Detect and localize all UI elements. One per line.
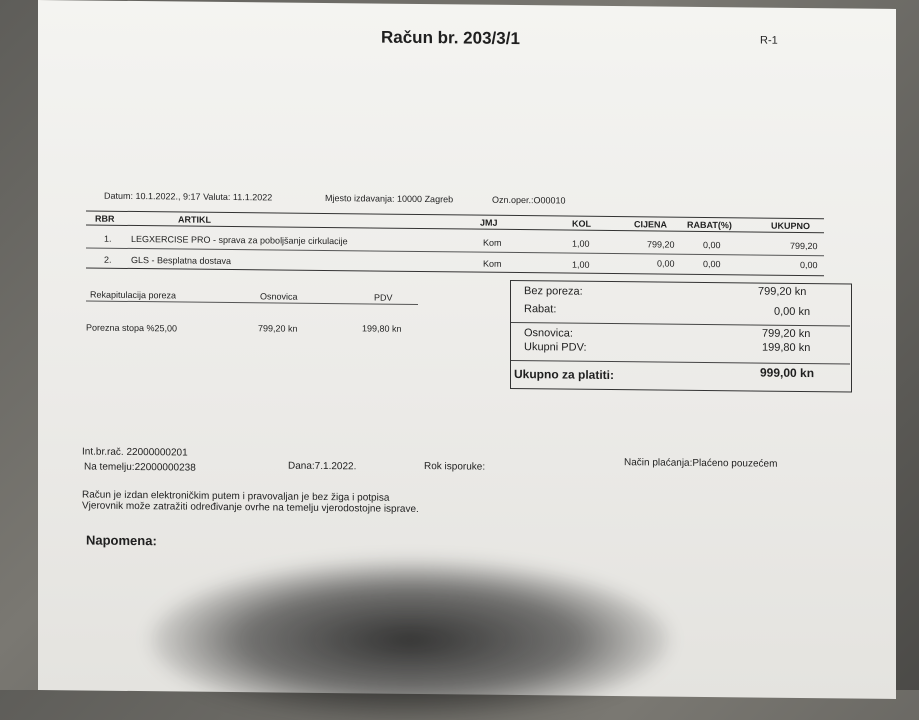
grand-total-label: Ukupno za platiti: xyxy=(514,366,614,383)
total-pdv-value: 199,80 kn xyxy=(762,341,811,355)
row-ukupno: 799,20 xyxy=(790,240,818,252)
date-info: Datum: 10.1.2022., 9:17 Valuta: 11.1.2022 xyxy=(104,190,273,203)
total-bez-value: 799,20 kn xyxy=(758,285,807,299)
col-jmj: JMJ xyxy=(480,217,498,228)
total-bez-label: Bez poreza: xyxy=(524,285,583,298)
row-rabat: 0,00 xyxy=(703,239,721,251)
col-ukupno: UKUPNO xyxy=(771,220,811,232)
internal-number: Int.br.rač. 22000000201 xyxy=(82,446,188,459)
row-rabat: 0,00 xyxy=(703,258,721,270)
total-rabat-label: Rabat: xyxy=(524,303,557,316)
row-kol: 1,00 xyxy=(572,259,590,270)
col-rbr: RBR xyxy=(95,213,115,224)
legal-note-1: Račun je izdan elektroničkim putem i pravovaljan je bez žiga i potpisa xyxy=(82,489,390,504)
row-jmj: Kom xyxy=(483,258,502,269)
total-osnovica-value: 799,20 kn xyxy=(762,327,811,341)
row-rbr: 2. xyxy=(104,254,112,265)
tax-header-base: Osnovica xyxy=(260,291,298,302)
total-rabat-value: 0,00 kn xyxy=(774,305,811,319)
col-rabat: RABAT(%) xyxy=(687,219,732,231)
col-cijena: CIJENA xyxy=(634,219,668,230)
based-on: Na temelju:22000000238 xyxy=(84,461,196,474)
legal-note-2: Vjerovnik može zatražiti određivanje ovrhe na temelju vjerodostojne isprave. xyxy=(82,500,419,515)
row-artikl: GLS - Besplatna dostava xyxy=(131,254,232,267)
invoice-title: Račun br. 203/3/1 xyxy=(381,27,520,49)
tax-header-vat: PDV xyxy=(374,292,393,303)
operator-info: Ozn.oper.:O00010 xyxy=(492,194,566,206)
col-kol: KOL xyxy=(572,218,591,229)
hand-shadow xyxy=(150,560,670,720)
col-artikl: ARTIKL xyxy=(178,214,211,225)
tax-header-label: Rekapitulacija poreza xyxy=(90,289,177,301)
row-cijena: 799,20 xyxy=(647,239,675,250)
row-rbr: 1. xyxy=(104,233,112,244)
tax-base-value: 799,20 kn xyxy=(258,323,298,334)
row-artikl: LEGXERCISE PRO - sprava za poboljšanje cirkulacije xyxy=(131,233,348,247)
row-ukupno: 0,00 xyxy=(800,259,818,271)
tax-rate: Porezna stopa %25,00 xyxy=(86,322,178,334)
row-cijena: 0,00 xyxy=(657,258,675,269)
invoice-code: R-1 xyxy=(760,34,778,47)
tax-header-line xyxy=(86,301,418,305)
issue-date: Dana:7.1.2022. xyxy=(288,460,357,473)
total-pdv-label: Ukupni PDV: xyxy=(524,341,587,354)
place-info: Mjesto izdavanja: 10000 Zagreb xyxy=(325,193,454,205)
grand-total-value: 999,00 kn xyxy=(760,365,815,381)
total-osnovica-label: Osnovica: xyxy=(524,327,573,340)
napomena-label: Napomena: xyxy=(86,532,157,549)
tax-vat-value: 199,80 kn xyxy=(362,323,402,334)
payment-method: Način plaćanja:Plaćeno pouzećem xyxy=(624,457,778,470)
row-kol: 1,00 xyxy=(572,238,590,249)
delivery-term: Rok isporuke: xyxy=(424,461,486,473)
row-jmj: Kom xyxy=(483,237,502,248)
